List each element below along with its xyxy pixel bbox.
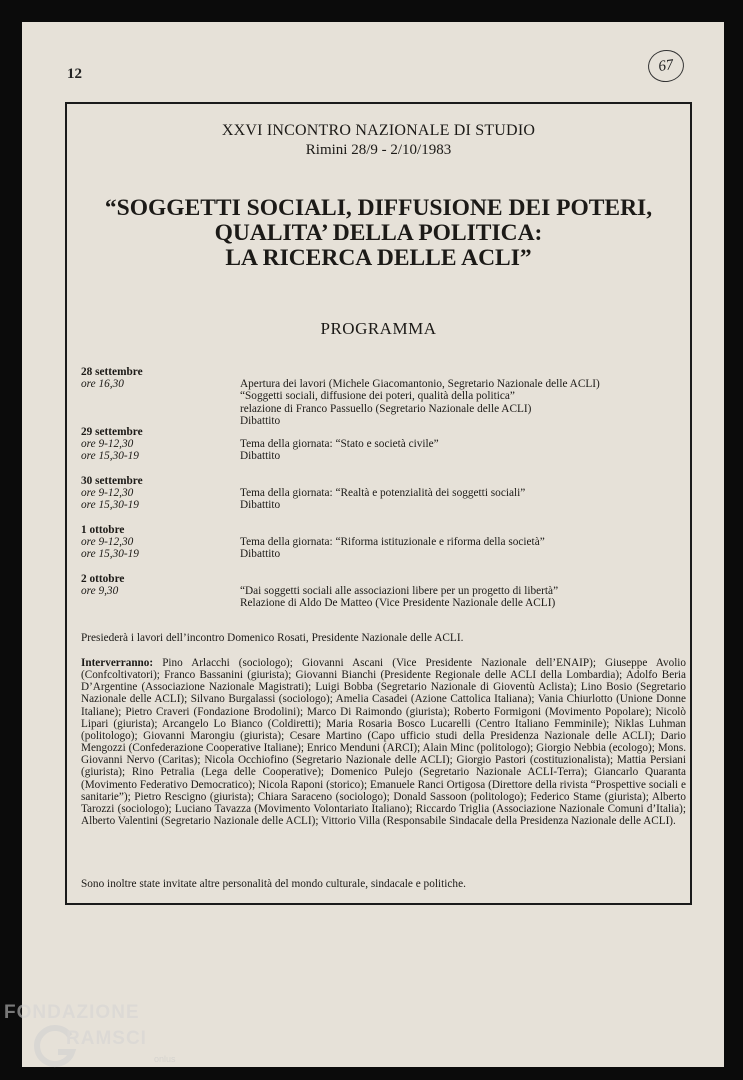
schedule-row: Relazione di Aldo De Matteo (Vice Presidente Nazionale delle ACLI) — [240, 597, 556, 610]
watermark-line2: RAMSCI — [66, 1028, 147, 1049]
title-line: QUALITA’ DELLA POLITICA: — [214, 220, 543, 246]
schedule-row: ore 9,30 “Dai soggetti sociali alle associazioni libere per un progetto di libertà” — [81, 585, 559, 598]
speakers-list: Pino Arlacchi (sociologo); Giovanni Ascani (Vice Presidente Nazionale dell’ENAIP); Giuseppe Avolio (Confcoltivatori); Franco Bassanini (giurista); Giovanni Bianchi (Presidente Regionale delle ACLI della Lombardia); Adolfo Beria D’Argentine (Associazione Nazionale Magistrati); Luigi Bobba (Segretario Nazionale di Gioventù Aclista); Lino Bosio (Segretario Nazionale delle ACLI); Silvano Burgalassi (sociologo); Amelia Casadei (Azione Cattolica Italiana); Vania Chiurlotto (Unione Donne Italiane); Pietro Craveri (Fondazione Brodolini); Marco Di Raimondo (giurista); Roberto Formigoni (Movimento Popolare); Nicolò Lipari (giurista); Arcangelo Lo Bianco (Coldiretti); Maria Rosaria Bosco Lucarelli (Centro Italiano Femminile); Niklas Luhman (politologo); Giovanni Marongiu (giurista); Cesare Martino (Capo ufficio studi della Presidenza Nazionale delle ACLI); Dario Mengozzi (Confederazione Cooperative Italiane); Enrico Menduni (ARCI); Alain Minc (politologo); Giorgio Nebbia (ecologo); Mons. Giovanni Nervo (Caritas); Nicola Occhiofino (Segretario Nazionale delle ACLI); Giorgio Pastori (costituzionalista); Mattia Persiani (giurista); Rino Petralia (Lega delle Cooperative); Domenico Pulejo (Segretario Nazionale ACLI-Terra); Giancarlo Quaranta (Movimento Federativo Democratico); Nicola Raponi (storico); Emanuele Ranci Ortigosa (Direttore della rivista “Prospettive sociali e sanitarie”); Pietro Rescigno (giurista); Chiara Saraceno (sociologo); Donald Sassoon (politologo); Federico Stame (giurista); Alberto Tarozzi (sociologo); Luciano Tavazza (Movimento Volontariato Italiano); Riccardo Triglia (Associazione Nazionale Comuni d’Italia); Alberto Valentini (Segretario Nazionale delle ACLI); Vittorio Villa (Responsabile Sindacale della Presidenza Nazionale delle ACLI). — [81, 657, 687, 828]
presidency-note: Presiederà i lavori dell’incontro Domenico Rosati, Presidente Nazionale delle ACLI. — [81, 632, 464, 644]
day-date: 1 ottobre — [81, 524, 125, 536]
speakers-label: Interverranno: — [81, 657, 154, 669]
programme-heading: PROGRAMMA — [320, 319, 437, 338]
event-heading: XXVI INCONTRO NAZIONALE DI STUDIO — [221, 122, 536, 139]
archive-number-stamp: 67 — [646, 48, 686, 85]
schedule-row: “Soggetti sociali, diffusione dei poteri, qualità della politica” — [240, 390, 515, 403]
schedule-row: ore 16,30 Apertura dei lavori (Michele Giacomantonio, Segretario Nazionale delle ACLI) — [81, 378, 600, 391]
watermark-line1: FONDAZIONE — [4, 1002, 140, 1023]
schedule-row: ore 9-12,30 Tema della giornata: “Riforma istituzionale e riforma della società” — [81, 536, 545, 549]
schedule-row: ore 9-12,30 Tema della giornata: “Stato e società civile” — [81, 438, 439, 451]
page-number: 12 — [67, 66, 82, 82]
schedule-row: Dibattito — [240, 414, 281, 427]
event-place-dates: Rimini 28/9 - 2/10/1983 — [305, 142, 452, 158]
schedule-row: relazione di Franco Passuello (Segretario Nazionale delle ACLI) — [240, 402, 532, 415]
programme-frame — [65, 102, 692, 905]
conference-title — [67, 196, 690, 271]
title-line: LA RICERCA DELLE ACLI” — [225, 245, 532, 271]
schedule-row: ore 15,30-19 Dibattito — [81, 450, 281, 463]
title-line: “SOGGETTI SOCIALI, DIFFUSIONE DEI POTERI, — [104, 195, 653, 221]
schedule-row: ore 15,30-19 Dibattito — [81, 548, 281, 561]
day-date: 30 settembre — [81, 475, 143, 487]
schedule-day — [81, 524, 681, 561]
schedule-day — [81, 475, 681, 512]
day-date: 2 ottobre — [81, 573, 125, 585]
closing-note: Sono inoltre state invitate altre personalità del mondo culturale, sindacale e politiche. — [81, 878, 466, 890]
schedule-day — [81, 426, 681, 463]
day-date: 28 settembre — [81, 366, 143, 378]
schedule-day — [81, 366, 681, 427]
document-page — [22, 22, 724, 1067]
archive-watermark — [4, 996, 194, 1076]
schedule-row: ore 9-12,30 Tema della giornata: “Realtà e potenzialità dei soggetti sociali” — [81, 487, 526, 500]
watermark-suffix: onlus — [154, 1054, 176, 1064]
day-date: 29 settembre — [81, 426, 143, 438]
schedule-day — [81, 573, 681, 610]
schedule-row: ore 15,30-19 Dibattito — [81, 499, 281, 512]
speakers-paragraph — [81, 657, 686, 827]
